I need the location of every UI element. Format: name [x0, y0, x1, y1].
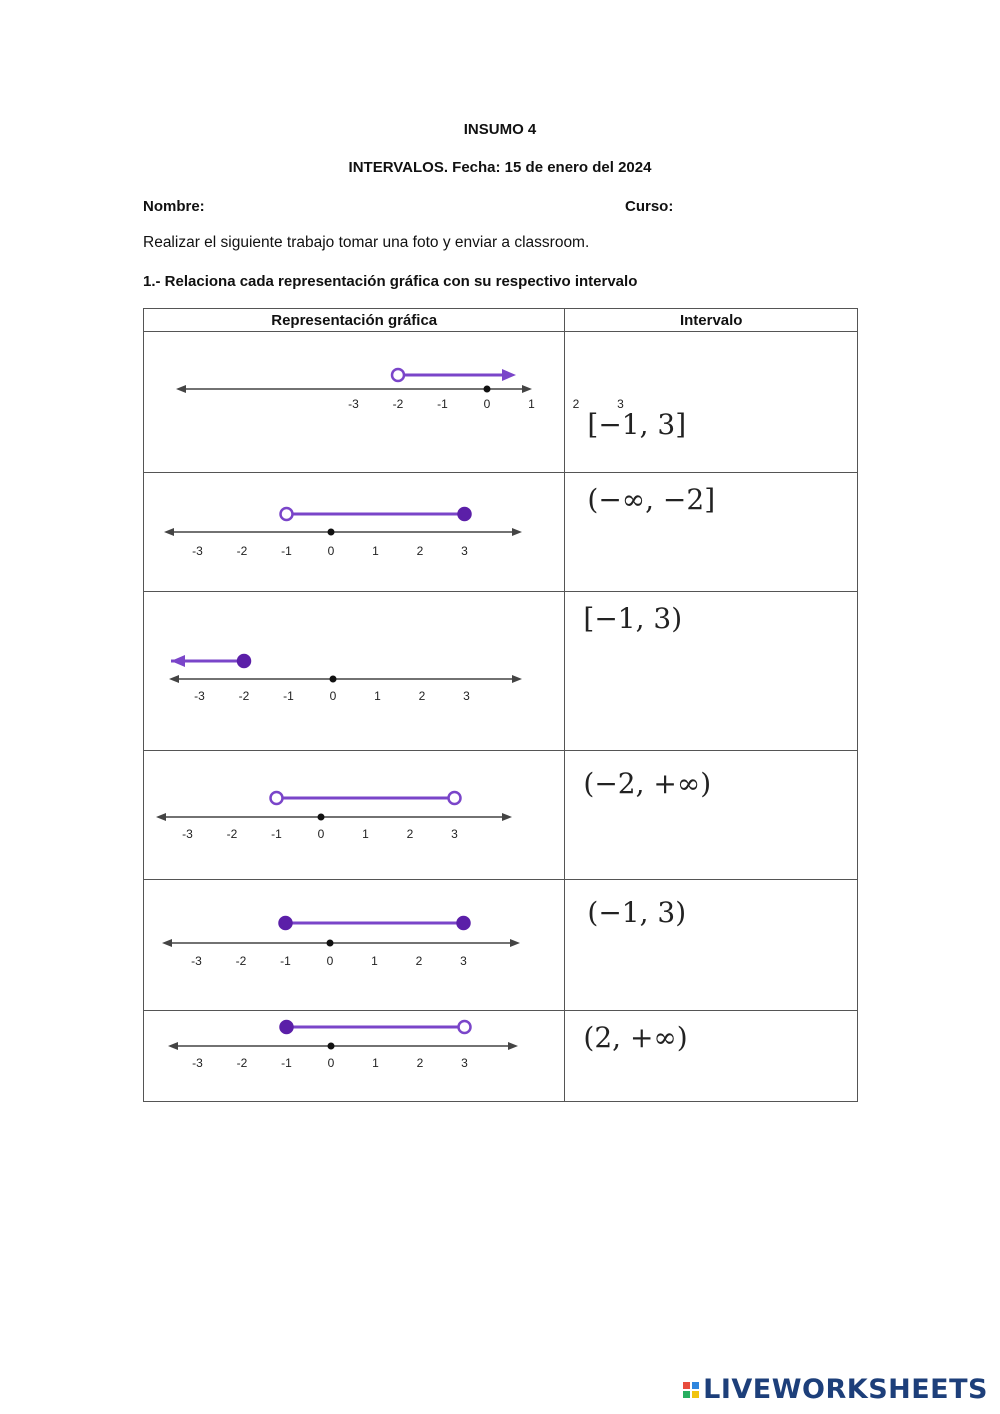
- tick-label: -2: [236, 544, 248, 558]
- axis-right-arrow: [512, 528, 522, 536]
- table-row: [144, 473, 858, 592]
- interval-option[interactable]: (−2, +∞): [583, 767, 712, 800]
- number-line-graph: [144, 332, 624, 473]
- number-line-graph: [144, 880, 565, 1011]
- closed-endpoint: [281, 1021, 293, 1033]
- tick-label: 0: [327, 544, 335, 558]
- tick-label: 1: [372, 1056, 379, 1070]
- logo-text: LIVEWORKSHEETS: [703, 1374, 988, 1405]
- interval-cell[interactable]: [565, 473, 858, 592]
- tick-label: -2: [236, 1056, 248, 1070]
- origin-dot: [318, 814, 325, 821]
- interval-cell[interactable]: [565, 592, 858, 751]
- tick-label: 2: [415, 954, 423, 968]
- instructions-text: Realizar el siguiente trabajo tomar una foto y enviar a classroom.: [143, 234, 590, 251]
- interval-right-arrow: [502, 369, 516, 381]
- closed-endpoint: [238, 655, 250, 667]
- tick-label: 2: [418, 689, 426, 703]
- number-line-graph: [144, 751, 565, 880]
- closed-endpoint: [458, 917, 470, 929]
- tick-label: -1: [281, 1056, 292, 1070]
- tick-label: 1: [374, 689, 381, 703]
- graph-cell: [144, 751, 565, 880]
- worksheet-title: INSUMO 4: [463, 121, 537, 138]
- origin-dot: [327, 940, 334, 947]
- tick-label: 2: [416, 1056, 424, 1070]
- table-row: [144, 880, 858, 1011]
- tick-label: -1: [283, 689, 294, 703]
- tick-label: 3: [461, 1056, 468, 1070]
- interval-left-arrow: [171, 655, 185, 667]
- tick-label: 3: [461, 544, 468, 558]
- tick-label: -2: [235, 954, 247, 968]
- tick-label: -1: [437, 397, 448, 411]
- open-endpoint: [392, 369, 404, 381]
- open-endpoint: [449, 792, 461, 804]
- course-label: Curso:: [625, 198, 674, 215]
- graph-cell: [144, 592, 565, 751]
- tick-label: 0: [317, 827, 325, 841]
- tick-label: -1: [280, 954, 291, 968]
- tick-label: 3: [463, 689, 470, 703]
- question-text: 1.- Relaciona cada representación gráfica con su respectivo intervalo: [143, 273, 638, 290]
- graph-cell: [144, 1011, 565, 1102]
- axis-right-arrow: [508, 1042, 518, 1050]
- tick-label: -3: [348, 397, 359, 411]
- origin-dot: [328, 529, 335, 536]
- tick-label: -3: [192, 1056, 203, 1070]
- axis-left-arrow: [164, 528, 174, 536]
- axis-right-arrow: [522, 385, 532, 393]
- tick-label: 3: [460, 954, 467, 968]
- open-endpoint: [459, 1021, 471, 1033]
- axis-left-arrow: [168, 1042, 178, 1050]
- closed-endpoint: [280, 917, 292, 929]
- tick-label: 3: [617, 397, 624, 411]
- axis-right-arrow: [502, 813, 512, 821]
- table-row: [144, 332, 858, 473]
- graph-cell: [144, 880, 565, 1011]
- table-row: [144, 592, 858, 751]
- axis-left-arrow: [176, 385, 186, 393]
- tick-label: -2: [392, 397, 404, 411]
- axis-left-arrow: [162, 939, 172, 947]
- number-line-graph: [144, 1011, 565, 1102]
- worksheet-subtitle: INTERVALOS. Fecha: 15 de enero del 2024: [348, 159, 652, 176]
- matching-table: [143, 308, 858, 1102]
- axis-right-arrow: [512, 675, 522, 683]
- graph-cell: [144, 332, 624, 473]
- tick-label: -1: [271, 827, 282, 841]
- tick-label: -3: [191, 954, 202, 968]
- tick-label: -2: [238, 689, 250, 703]
- tick-label: -2: [226, 827, 238, 841]
- axis-left-arrow: [169, 675, 179, 683]
- tick-label: 2: [572, 397, 580, 411]
- axis-left-arrow: [156, 813, 166, 821]
- number-line-graph: [144, 473, 565, 592]
- tick-label: -3: [194, 689, 205, 703]
- interval-cell[interactable]: [565, 880, 858, 1011]
- interval-cell[interactable]: [565, 751, 858, 880]
- number-line-graph: [144, 592, 565, 751]
- interval-option[interactable]: (−∞, −2]: [587, 483, 716, 516]
- tick-label: -3: [192, 544, 203, 558]
- table-row: [144, 751, 858, 880]
- table-row: [144, 1011, 858, 1102]
- open-endpoint: [271, 792, 283, 804]
- tick-label: 1: [372, 544, 379, 558]
- tick-label: -1: [281, 544, 292, 558]
- tick-label: 0: [483, 397, 491, 411]
- graph-cell: [144, 473, 565, 592]
- interval-cell[interactable]: [565, 1011, 858, 1102]
- interval-option[interactable]: (2, +∞): [583, 1021, 688, 1054]
- column-header-interval: Intervalo: [565, 309, 858, 332]
- tick-label: 2: [416, 544, 424, 558]
- column-header-graph: Representación gráfica: [144, 309, 565, 332]
- interval-option[interactable]: [−1, 3): [583, 602, 683, 635]
- liveworksheets-logo: [683, 1374, 988, 1405]
- interval-option[interactable]: [−1, 3]: [587, 408, 687, 441]
- tick-label: 0: [329, 689, 337, 703]
- axis-right-arrow: [510, 939, 520, 947]
- tick-label: 1: [371, 954, 378, 968]
- name-label: Nombre:: [143, 198, 205, 215]
- tick-label: 1: [362, 827, 369, 841]
- origin-dot: [328, 1043, 335, 1050]
- open-endpoint: [281, 508, 293, 520]
- table-header-row: [144, 309, 858, 332]
- tick-label: 3: [451, 827, 458, 841]
- logo-mark-icon: [683, 1382, 699, 1398]
- closed-endpoint: [459, 508, 471, 520]
- interval-option[interactable]: (−1, 3): [587, 896, 687, 929]
- origin-dot: [484, 386, 491, 393]
- origin-dot: [330, 676, 337, 683]
- tick-label: 1: [528, 397, 535, 411]
- tick-label: 2: [406, 827, 414, 841]
- interval-cell[interactable]: [565, 332, 858, 473]
- tick-label: 0: [327, 1056, 335, 1070]
- tick-label: 0: [326, 954, 334, 968]
- tick-label: -3: [182, 827, 193, 841]
